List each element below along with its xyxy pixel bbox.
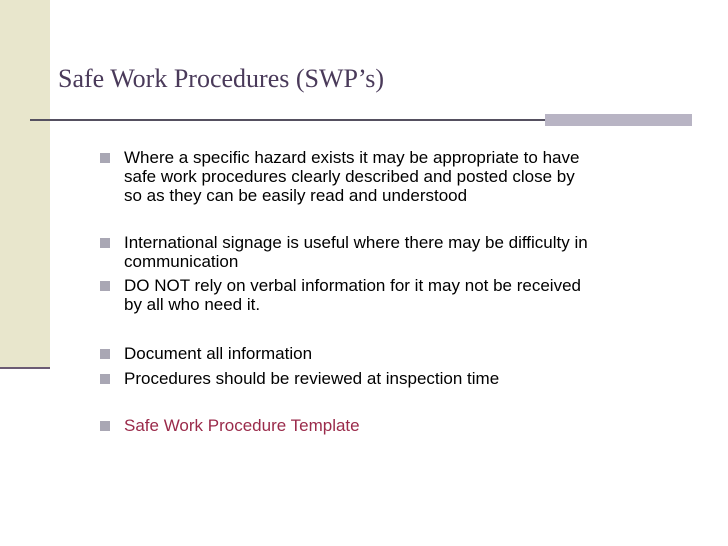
side-accent-bar bbox=[0, 0, 50, 367]
bullet-item bbox=[100, 369, 680, 388]
slide-title: Safe Work Procedures (SWP’s) bbox=[58, 64, 384, 93]
title-divider-accent bbox=[545, 114, 692, 126]
bullet-item bbox=[100, 276, 680, 314]
swp-template-link[interactable]: Safe Work Procedure Template bbox=[124, 416, 360, 435]
square-bullet-icon bbox=[100, 421, 110, 431]
bullet-text: Procedures should be reviewed at inspection time bbox=[124, 369, 500, 388]
square-bullet-icon bbox=[100, 238, 110, 248]
bullet-item bbox=[100, 233, 680, 271]
bullet-text: Where a specific hazard exists it may be appropriate to have safe work procedures clearly described and posted close by so as they can be easily read and understood bbox=[124, 148, 580, 205]
bullet-item-link[interactable] bbox=[100, 416, 680, 435]
side-accent-line bbox=[0, 367, 50, 369]
square-bullet-icon bbox=[100, 153, 110, 163]
square-bullet-icon bbox=[100, 281, 110, 291]
square-bullet-icon bbox=[100, 374, 110, 384]
square-bullet-icon bbox=[100, 349, 110, 359]
bullet-text: International signage is useful where there may be difficulty in communication bbox=[124, 233, 588, 271]
bullet-text: Document all information bbox=[124, 344, 313, 363]
bullet-item bbox=[100, 148, 680, 205]
bullet-item bbox=[100, 344, 680, 363]
bullet-text: DO NOT rely on verbal information for it may not be received by all who need it. bbox=[124, 276, 581, 314]
